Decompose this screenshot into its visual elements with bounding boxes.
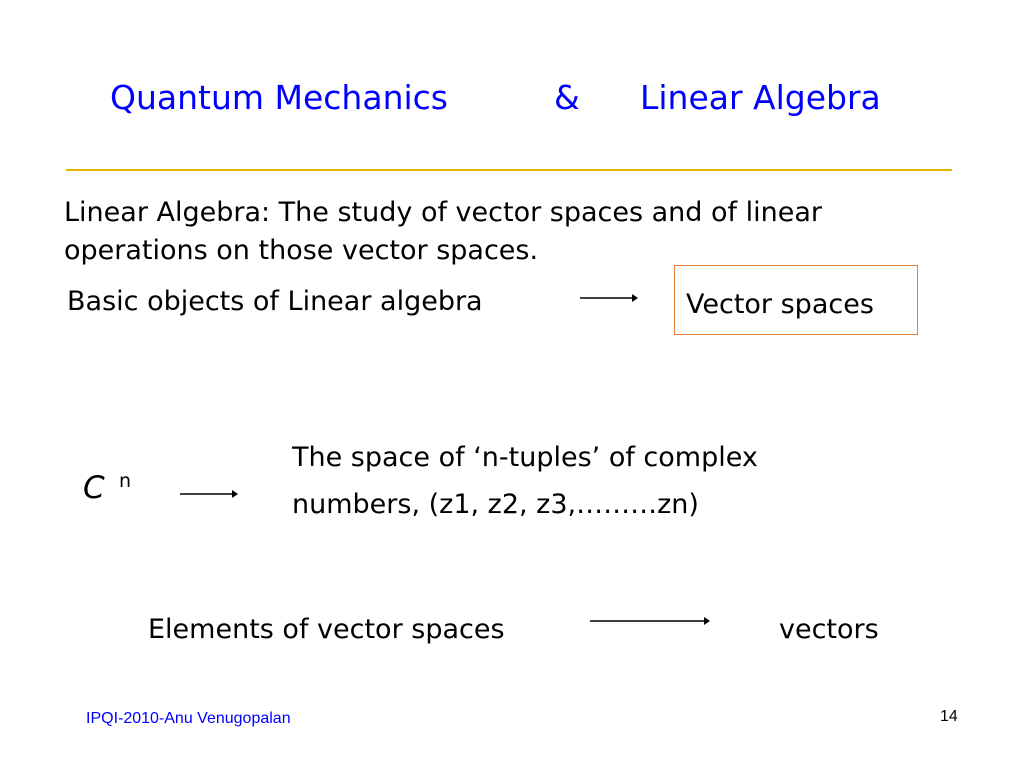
title-underline [66,169,952,171]
elements-label: Elements of vector spaces [148,614,505,645]
title-linear-algebra: Linear Algebra [640,78,881,117]
definition-text: Linear Algebra: The study of vector spaces and of linear operations on those vector spaces. [64,197,822,266]
arrow-icon [590,615,710,627]
complex-space-symbol: C [83,470,105,506]
arrow-icon [180,488,238,500]
complex-space-description-line2: numbers, (z1, z2, z3,………zn) [292,489,699,520]
complex-space-exponent: n [119,470,132,492]
vectors-label: vectors [779,614,879,645]
vector-spaces-label: Vector spaces [686,289,874,320]
footer-text: IPQI-2010-Anu Venugopalan [86,710,291,727]
arrow-icon [580,292,638,304]
basic-objects-label: Basic objects of Linear algebra [67,286,483,317]
title-ampersand: & [554,78,580,117]
title-quantum-mechanics: Quantum Mechanics [110,78,448,117]
complex-space-description-line1: The space of ‘n-tuples’ of complex [292,442,758,473]
page-number: 14 [940,708,958,725]
